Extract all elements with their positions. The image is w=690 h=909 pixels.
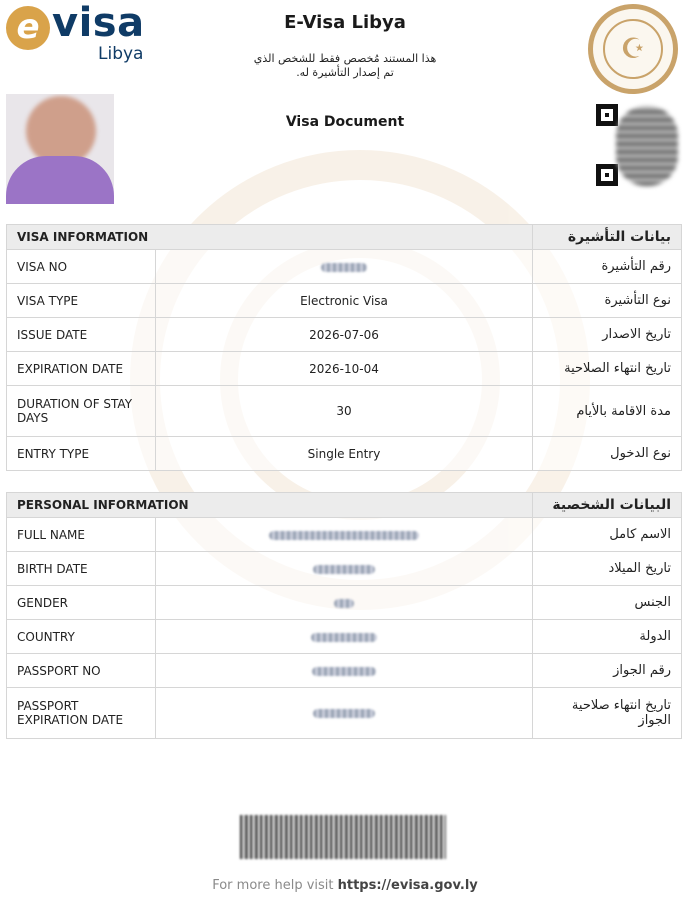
visa-no-value bbox=[156, 250, 533, 284]
qr-redacted-area bbox=[616, 106, 678, 186]
personal-info-header-ar: البيانات الشخصية bbox=[533, 493, 682, 518]
redacted-value bbox=[321, 263, 367, 272]
passport-no-label: PASSPORT NO bbox=[7, 654, 156, 688]
visa-no-label-ar: رقم التأشيرة bbox=[533, 250, 682, 284]
duration-value: 30 bbox=[156, 386, 533, 437]
arabic-notice-line-1: هذا المستند مُخصص فقط للشخص الذي bbox=[253, 52, 437, 65]
full-name-value bbox=[156, 518, 533, 552]
qr-finder-top-left bbox=[596, 104, 618, 126]
visa-info-header-en: VISA INFORMATION bbox=[7, 225, 533, 250]
passport-expiration-label-ar: تاريخ انتهاء صلاحية الجواز bbox=[533, 688, 682, 739]
table-row bbox=[7, 654, 682, 688]
visa-no-label: VISA NO bbox=[7, 250, 156, 284]
table-row bbox=[7, 437, 682, 471]
redacted-value bbox=[313, 565, 375, 574]
redacted-value bbox=[334, 599, 354, 608]
document-title: Visa Document bbox=[285, 114, 405, 130]
table-row bbox=[7, 586, 682, 620]
table-row bbox=[7, 518, 682, 552]
visa-information-table bbox=[6, 224, 682, 471]
redacted-value bbox=[312, 667, 376, 676]
expiration-date-label: EXPIRATION DATE bbox=[7, 352, 156, 386]
country-value bbox=[156, 620, 533, 654]
visa-info-header bbox=[7, 225, 682, 250]
qr-code bbox=[594, 102, 682, 190]
qr-finder-bottom-left bbox=[596, 164, 618, 186]
redacted-value bbox=[269, 531, 419, 540]
entry-type-value: Single Entry bbox=[156, 437, 533, 471]
visa-type-label-ar: نوع التأشيرة bbox=[533, 284, 682, 318]
full-name-label-ar: الاسم كامل bbox=[533, 518, 682, 552]
passport-no-value bbox=[156, 654, 533, 688]
issue-date-label-ar: تاريخ الاصدار bbox=[533, 318, 682, 352]
table-row bbox=[7, 352, 682, 386]
gender-value bbox=[156, 586, 533, 620]
entry-type-label: ENTRY TYPE bbox=[7, 437, 156, 471]
page-title: E-Visa Libya bbox=[284, 12, 406, 33]
passport-expiration-value bbox=[156, 688, 533, 739]
visa-info-header-ar: بيانات التأشيرة bbox=[533, 225, 682, 250]
country-label-ar: الدولة bbox=[533, 620, 682, 654]
barcode bbox=[240, 815, 446, 859]
logo-e-mark: e bbox=[6, 6, 50, 50]
redacted-value bbox=[313, 709, 375, 718]
table-row bbox=[7, 688, 682, 739]
logo-visa-text: visa bbox=[52, 0, 145, 46]
duration-label: DURATION OF STAY DAYS bbox=[7, 386, 156, 437]
logo-country-text: Libya bbox=[98, 44, 144, 64]
applicant-photo bbox=[6, 94, 114, 204]
passport-no-label-ar: رقم الجواز bbox=[533, 654, 682, 688]
footer-help-text: For more help visit bbox=[212, 878, 338, 893]
table-row bbox=[7, 552, 682, 586]
gender-label-ar: الجنس bbox=[533, 586, 682, 620]
full-name-label: FULL NAME bbox=[7, 518, 156, 552]
personal-info-header bbox=[7, 493, 682, 518]
expiration-date-value: 2026-10-04 bbox=[156, 352, 533, 386]
gender-label: GENDER bbox=[7, 586, 156, 620]
issue-date-value: 2026-07-06 bbox=[156, 318, 533, 352]
issue-date-label: ISSUE DATE bbox=[7, 318, 156, 352]
arabic-notice bbox=[240, 52, 450, 80]
duration-label-ar: مدة الاقامة بالأيام bbox=[533, 386, 682, 437]
table-row bbox=[7, 250, 682, 284]
footer-help bbox=[0, 878, 690, 893]
crescent-star-icon: ☪ bbox=[603, 19, 663, 79]
visa-type-value: Electronic Visa bbox=[156, 284, 533, 318]
personal-info-header-en: PERSONAL INFORMATION bbox=[7, 493, 533, 518]
footer-help-link[interactable]: https://evisa.gov.ly bbox=[337, 878, 478, 893]
table-row bbox=[7, 386, 682, 437]
photo-body bbox=[6, 156, 114, 204]
arabic-notice-line-2: تم إصدار التأشيرة له. bbox=[296, 66, 394, 79]
entry-type-label-ar: نوع الدخول bbox=[533, 437, 682, 471]
personal-information-table bbox=[6, 492, 682, 739]
birth-date-label: BIRTH DATE bbox=[7, 552, 156, 586]
passport-expiration-label: PASSPORT EXPIRATION DATE bbox=[7, 688, 156, 739]
table-row bbox=[7, 284, 682, 318]
country-label: COUNTRY bbox=[7, 620, 156, 654]
government-seal bbox=[588, 4, 678, 94]
table-row bbox=[7, 620, 682, 654]
table-row bbox=[7, 318, 682, 352]
birth-date-value bbox=[156, 552, 533, 586]
redacted-value bbox=[311, 633, 377, 642]
visa-type-label: VISA TYPE bbox=[7, 284, 156, 318]
birth-date-label-ar: تاريخ الميلاد bbox=[533, 552, 682, 586]
expiration-date-label-ar: تاريخ انتهاء الصلاحية bbox=[533, 352, 682, 386]
